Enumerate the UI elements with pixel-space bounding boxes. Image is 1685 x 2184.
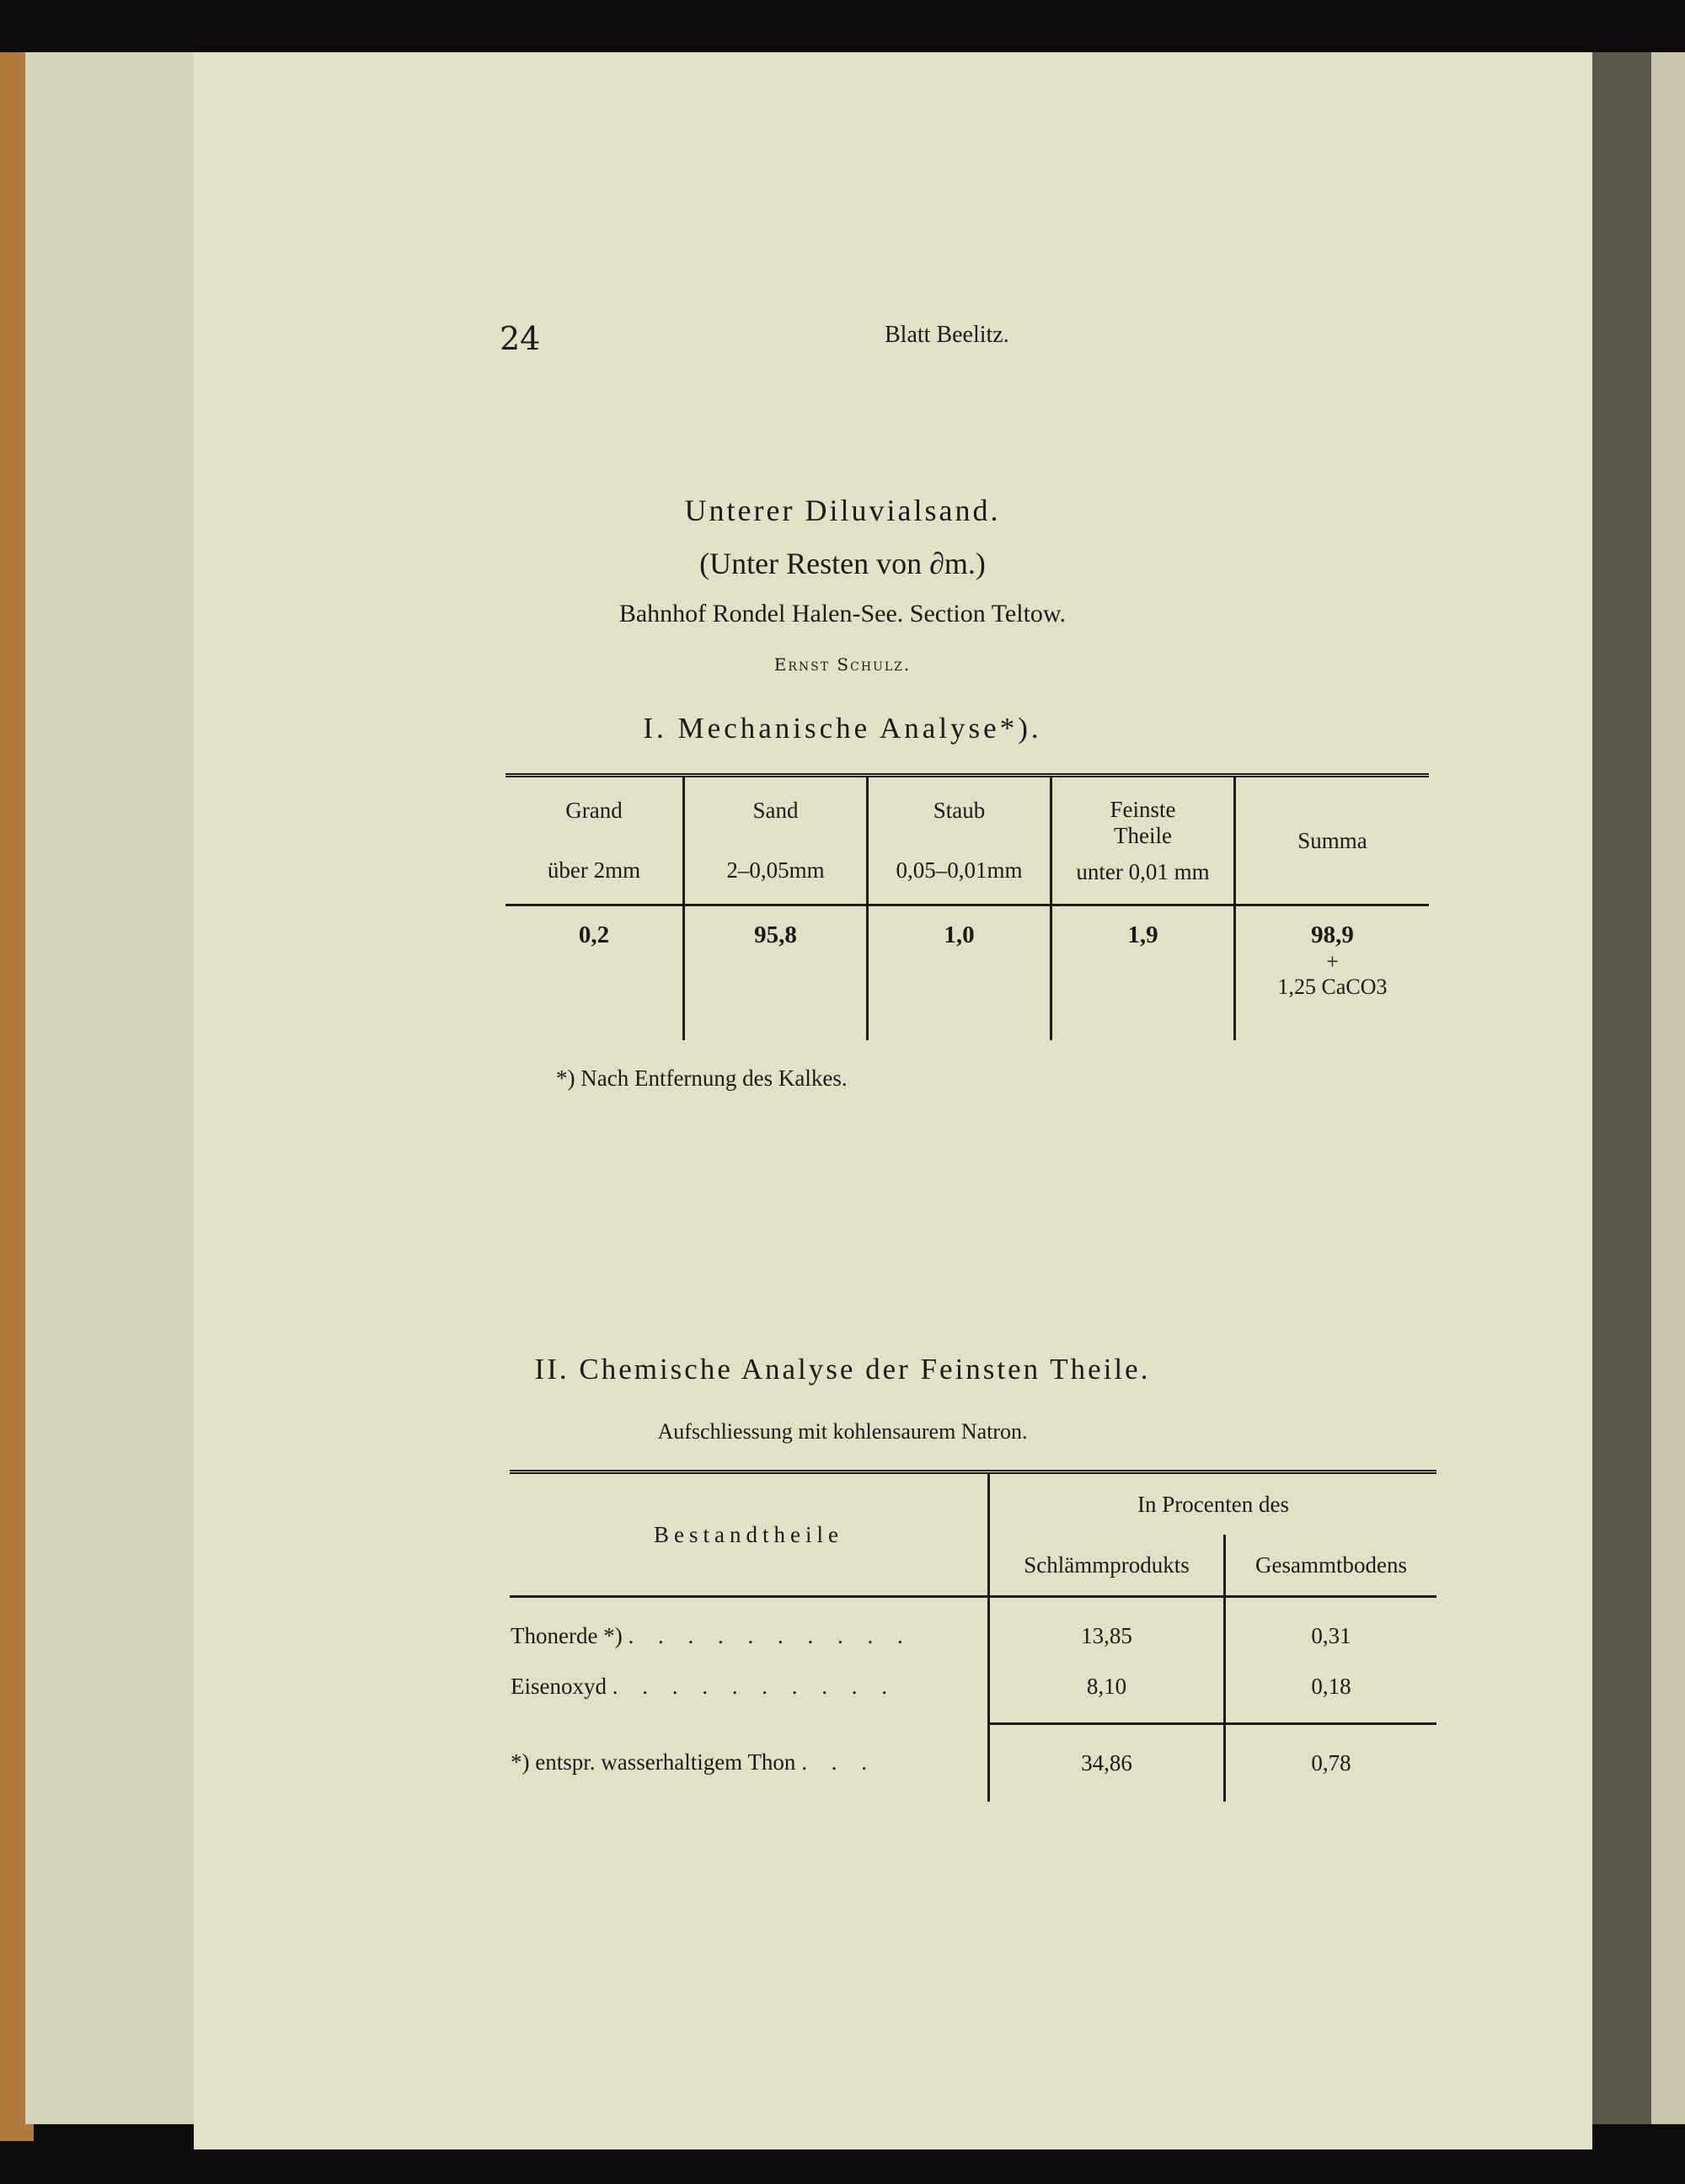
row-value-b: 0,31 — [1225, 1597, 1437, 1661]
col-summa: Summa — [1235, 776, 1430, 905]
value-summa: 98,9 + 1,25 CaCO3 — [1235, 905, 1430, 1041]
location-line: Bahnhof Rondel Halen-See. Section Teltow. — [618, 600, 1067, 627]
chemical-subheading: Aufschliessung mit kohlensaurem Natron. — [657, 1419, 1028, 1444]
table-row — [510, 1597, 1436, 1661]
group-header: In Procenten des — [989, 1472, 1437, 1535]
value-feinste: 1,9 — [1051, 905, 1235, 1041]
col-feinste: Feinste Theile unter 0,01 mm — [1051, 776, 1235, 905]
table-row — [506, 905, 1429, 1041]
value-staub: 1,0 — [868, 905, 1051, 1041]
row-name: Eisenoxyd — [511, 1673, 607, 1699]
running-title: Blatt Beelitz. — [885, 322, 1009, 348]
table-row — [510, 1660, 1436, 1712]
author-line: Ernst Schulz. — [773, 654, 912, 675]
page-gutter-shadow — [1592, 52, 1651, 2124]
page — [194, 52, 1592, 2149]
page-number: 24 — [500, 320, 541, 357]
col-sand: Sand 2–0,05mm — [684, 776, 868, 905]
table-row — [510, 1724, 1436, 1802]
row-value-a: 13,85 — [989, 1597, 1225, 1661]
section-title: Unterer Diluvialsand. — [684, 494, 1001, 527]
row-value-a: 8,10 — [989, 1660, 1225, 1712]
col-schlaemmprodukts: Schlämmprodukts — [989, 1535, 1225, 1597]
facing-page — [25, 52, 194, 2124]
col-staub: Staub 0,05–0,01mm — [868, 776, 1051, 905]
row-dots: . . . . . . . . . . — [612, 1673, 896, 1699]
summa-plus: + — [1326, 949, 1339, 974]
footer-dots: . . . — [801, 1749, 876, 1775]
footnote: *) Nach Entfernung des Kalkes. — [556, 1065, 848, 1091]
row-name: Thonerde *) — [511, 1623, 623, 1648]
footer-value-b: 0,78 — [1225, 1724, 1437, 1802]
row-value-b: 0,18 — [1225, 1660, 1437, 1712]
footer-name: *) entspr. wasserhaltigem Thon — [511, 1749, 796, 1775]
value-grand: 0,2 — [578, 921, 610, 948]
mechanical-heading: I. Mechanische Analyse*). — [643, 712, 1042, 745]
row-dots: . . . . . . . . . . — [628, 1623, 912, 1648]
col-gesammtbodens: Gesammtbodens — [1225, 1535, 1437, 1597]
next-page-edge — [1651, 52, 1685, 2124]
value-sand: 95,8 — [684, 905, 868, 1041]
section-subtitle: (Unter Resten von ∂m.) — [699, 547, 986, 580]
chemical-analysis-table — [510, 1470, 1436, 1802]
col-grand: Grand über 2mm — [547, 798, 641, 883]
footer-value-a: 34,86 — [989, 1724, 1225, 1802]
col-bestandtheile: Bestandtheile — [510, 1472, 989, 1597]
mechanical-analysis-table — [506, 773, 1429, 1040]
summa-caco3: 1,25 CaCO3 — [1277, 975, 1388, 999]
chemical-heading: II. Chemische Analyse der Feinsten Theile. — [534, 1353, 1151, 1386]
